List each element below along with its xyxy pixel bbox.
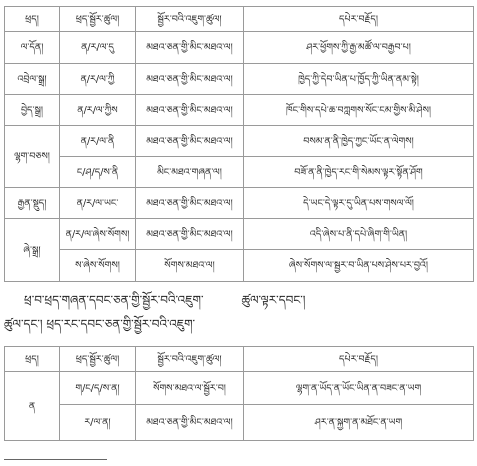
cell-particle: རྒྱན་སྡུད།	[5, 188, 60, 219]
table-row	[5, 250, 474, 282]
cell-rule: མཐའ་ཅན་གྱི་མིང་མཐའ་ལ།	[136, 405, 244, 441]
cell-particle: འབྲེལ་སྒྲ།	[5, 64, 60, 95]
cell-example: ཁྱེད་ཀྱི་དེབ་ཡིན་པ་ཁྱོད་ཀྱི་ཡིན་ནམ་སྟེ།	[244, 64, 474, 95]
cell-form: ན/ར/ལ་ཀྱི	[60, 64, 136, 95]
cell-form: ན/ར/ལ་ཞེས་སོགས།	[60, 219, 136, 250]
cell-example: བཟོ་ན་ནི་ཁྱེད་རང་གི་སེམས་ལྟར་སྟོན་ཤོག	[244, 157, 474, 188]
cell-example: འདི་ཞེས་པ་ནི་དཔེ་ཞིག་གི་ཡིན།	[244, 219, 474, 250]
cell-particle: ལྷག་བཅས།	[5, 126, 60, 188]
cell-example: ལྷག་ན་ཡོད་ན་ཡོང་ཡིན་ན་བཟང་ན་ཡག	[244, 372, 474, 405]
cell-example: ཞེས་སོགས་ལ་སྦྱར་བ་ཡིན་པས་ཤེས་པར་བྱའོ།	[244, 250, 474, 282]
header-form: ཕྲད་སྦྱོར་ཚུལ།	[60, 7, 136, 32]
cell-rule: སོགས་མཐའ་ལ།	[136, 250, 244, 282]
cell-rule: མཐའ་ཅན་གྱི་མིང་མཐའ་ལ།	[136, 64, 244, 95]
header-rule: སྦྱོར་བའི་འཇུག་ཚུལ།	[136, 347, 244, 372]
cell-form: ས་ཞེས་སོགས།	[60, 250, 136, 282]
table-row	[5, 32, 474, 64]
table-row	[5, 157, 474, 188]
cell-example: ཤར་ཕྱོགས་ཀྱི་རྒྱ་མཚོ་ལ་བརྒྱབ་པ།	[244, 32, 474, 64]
cell-example: ཁོང་གིས་དཔེ་ཆ་བཀླགས་སོང་ངམ་གྱིས་མི་ཤེས།	[244, 95, 474, 126]
table-row	[5, 126, 474, 157]
header-example: དཔེར་བརྗོད།	[244, 7, 474, 32]
cell-particle: ལ་དོན།	[5, 32, 60, 64]
cell-example: ཤར་ན་སྐྱག་ན་མཐོང་ན་ཡག	[244, 405, 474, 441]
body-paragraph	[24, 292, 305, 308]
table-row	[5, 405, 474, 441]
cell-rule: མཐའ་ཅན་གྱི་མིང་མཐའ་ལ།	[136, 95, 244, 126]
paragraph-text: ཚུལ་ལྟར་དབང་།	[241, 293, 306, 307]
table-row	[5, 372, 474, 405]
cell-particle: ཞེ་སྒྲ།	[5, 219, 60, 282]
table-header-row	[5, 347, 474, 372]
cell-rule: མཐའ་ཅན་གྱི་མིང་མཐའ་ལ།	[136, 188, 244, 219]
footnote-divider	[4, 459, 107, 460]
cell-particle: ན	[5, 372, 60, 441]
header-particle: ཕྲད།	[5, 7, 60, 32]
table-row	[5, 188, 474, 219]
cell-rule: མཐའ་ཅན་གྱི་མིང་མཐའ་ལ།	[136, 32, 244, 64]
header-form: ཕྲད་སྦྱོར་ཚུལ།	[60, 347, 136, 372]
table-row	[5, 64, 474, 95]
cell-form: ན/ར/ལ་ཀྱིས	[60, 95, 136, 126]
cell-form: ན/ར/ལ་ནི	[60, 126, 136, 157]
cell-form: ར/ལ་ན།	[60, 405, 136, 441]
cell-rule: མིང་མཐའ་གཞན་ལ།	[136, 157, 244, 188]
cell-rule: སོགས་མཐའ་ལ་སྦྱོར་བ།	[136, 372, 244, 405]
usage-table-na	[4, 346, 474, 441]
cell-particle: བྱེད་སྒྲ།	[5, 95, 60, 126]
header-rule: སྦྱོར་བའི་འཇུག་ཚུལ།	[136, 7, 244, 32]
table-header-row	[5, 7, 474, 32]
header-particle: ཕྲད།	[5, 347, 60, 372]
cell-form: ག/ང/ད/ས་ན།	[60, 372, 136, 405]
cell-example: བསམ་ན་ནི་ཁྱེད་ཀྱང་ཡོང་ན་ལེགས།	[244, 126, 474, 157]
usage-table	[4, 6, 474, 282]
cell-rule: མཐའ་ཅན་གྱི་མིང་མཐའ་ལ།	[136, 219, 244, 250]
header-example: དཔེར་བརྗོད།	[244, 347, 474, 372]
table-row	[5, 95, 474, 126]
cell-form: ང/ཤ/ད/ས་ནི	[60, 157, 136, 188]
paragraph-text: ཕྲ་བ་ཕྲད་གཞན་དབང་ཅན་གྱི་སྦྱོར་བའི་འཇུག་	[24, 293, 204, 307]
cell-example: དེ་ཡང་དེ་ལྟར་དུ་ཡིན་པས་གསལ་ལོ།	[244, 188, 474, 219]
body-paragraph: ཚུལ་དང་། ཕྲད་རང་དབང་ཅན་གྱི་སྦྱོར་བའི་འཇུག་	[4, 317, 196, 331]
cell-form: ན/ར/ལ་ཡང་	[60, 188, 136, 219]
table-row	[5, 219, 474, 250]
cell-rule: མཐའ་ཅན་གྱི་མིང་མཐའ་ལ།	[136, 126, 244, 157]
cell-form: ན/ར/ལ་དུ	[60, 32, 136, 64]
